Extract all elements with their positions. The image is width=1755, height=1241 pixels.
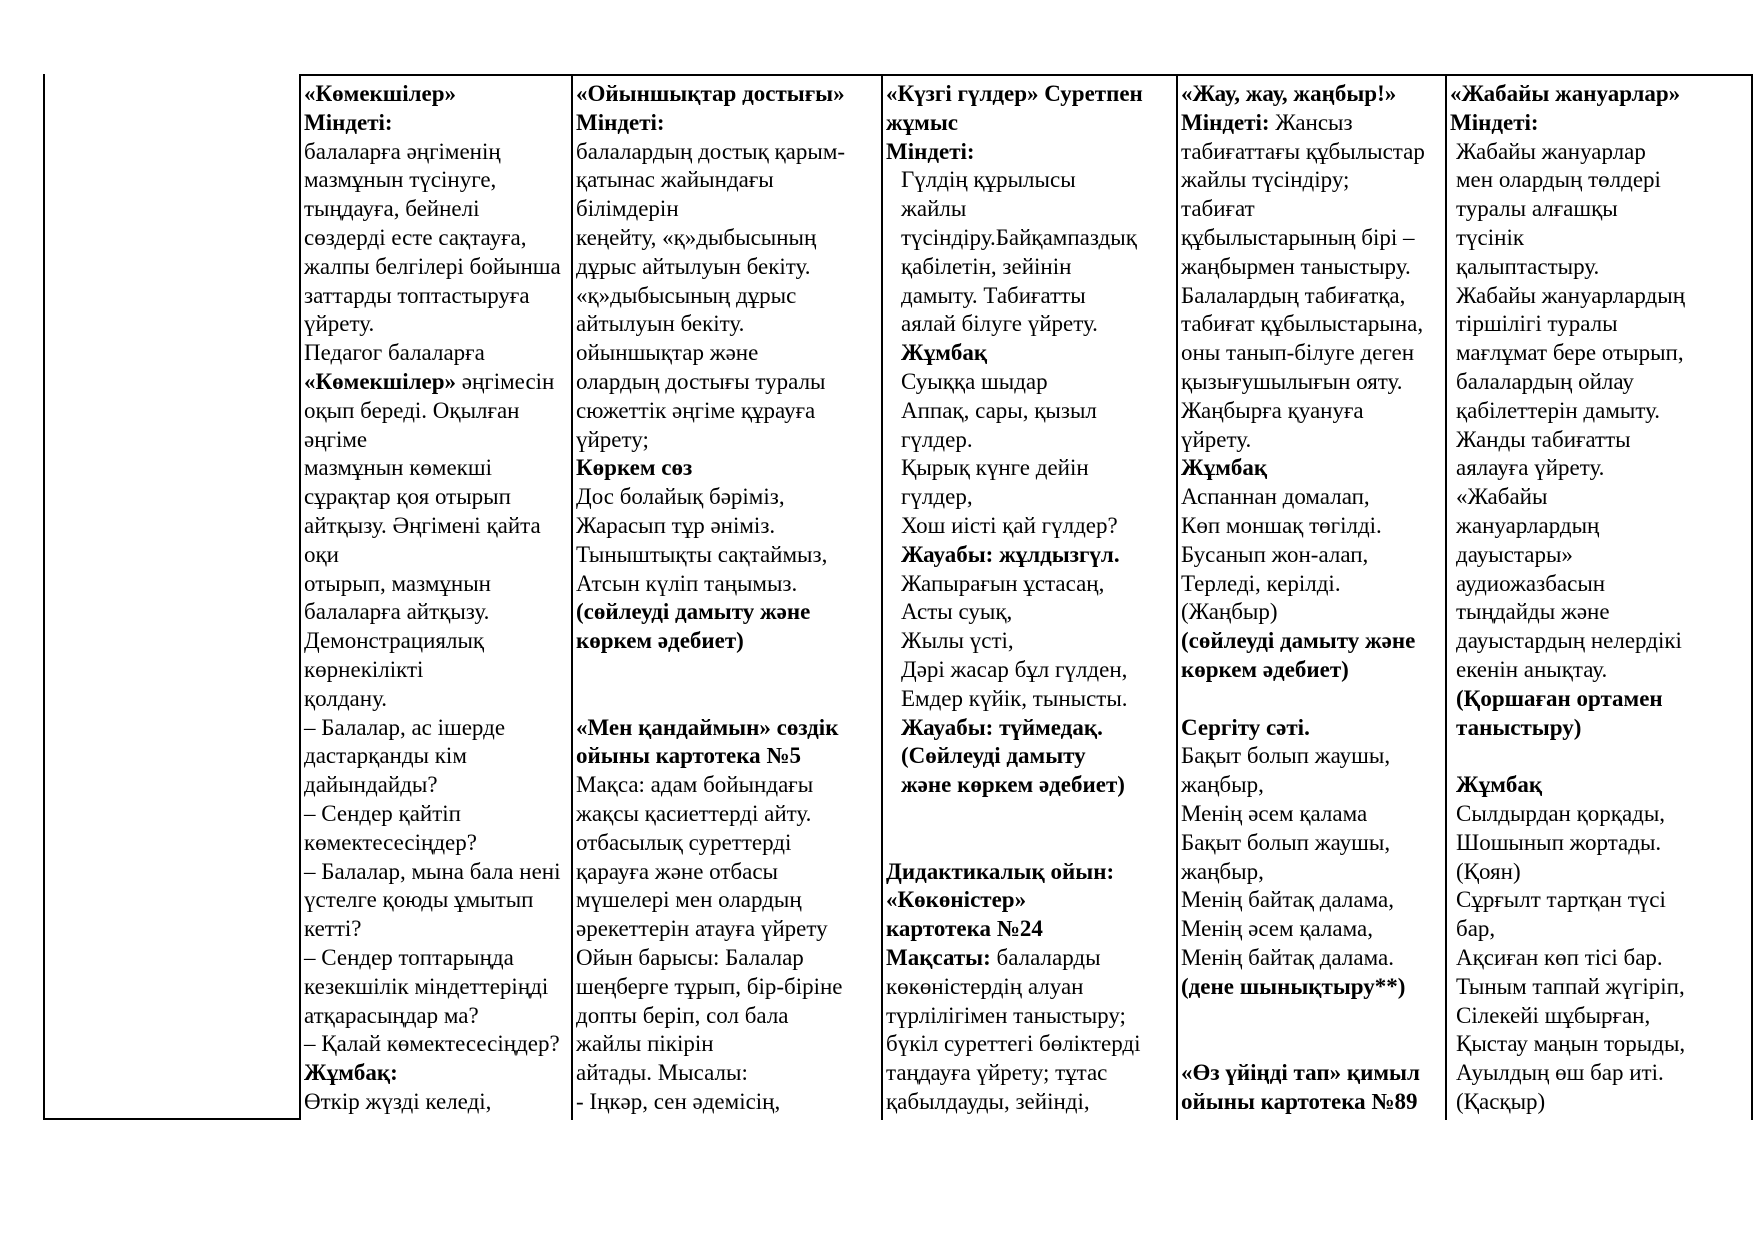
text-line: «қ»дыбысының дұрыс [576,282,797,308]
text-line: Міндеті: [576,109,665,135]
text-line: қызығушылығын ояту. [1181,368,1403,394]
text-line: заттарды топтастыруға [304,282,530,308]
text-line: тыңдауға, бейнелі [304,196,480,222]
text-line: – Қалай көмектесесіңдер? [304,1031,560,1057]
text-line: оқи [304,541,339,567]
text-line: дауыстары» [1456,541,1573,567]
text-line: «Көмекшілер» [304,81,457,106]
text-line: Демонстрациялық [304,628,485,654]
text-line [886,829,1176,858]
text-line: туралы алғашқы [1456,196,1618,222]
text-line: Ақсиған көп тісі бар. [1456,944,1663,970]
text-line: Көркем сөз [576,455,693,481]
text-line: дұрыс айтылуын бекіту. [576,253,811,279]
text-line: ойыншықтар және [576,340,759,366]
bold-phrase: Міндеті: [1181,109,1270,135]
text-line: Міндеті: [304,109,393,135]
text-line: «Жау, жау, жаңбыр!» [1181,81,1397,106]
text-line: Жаңбырға қуануға [1181,397,1364,423]
text-line: Менің байтақ далама. [1181,944,1394,970]
text-line: ойыны картотека №5 [576,743,802,769]
text-line: ойыны картотека №89 [1181,1088,1418,1114]
text-line: аудиожазбасын [1456,570,1606,596]
text-line: (Қоршаған ортамен [1456,685,1663,711]
text-line: көркем әдебиет) [576,628,744,654]
text-line [1181,685,1445,714]
text-line: сөздерді есте сақтауға, [304,224,527,250]
text-line: Терледі, керілді. [1181,570,1341,596]
text-line: олардың достығы туралы [576,368,826,394]
text-line: Қырық күнге дейін [901,455,1089,481]
text-line: Гүлдің құрылысы [901,167,1076,193]
text-line: жайлы түсіндіру; [1181,167,1350,193]
text-line: (дене шынықтыру**) [1181,973,1406,999]
line-rest: әңгімесін [456,368,555,394]
text-line: екенін анықтау. [1456,656,1608,682]
text-line: Көп моншақ төгілді. [1181,512,1382,538]
text-line: табиғаттағы құбылыстар [1181,138,1425,164]
bold-phrase: Мақсаты: [886,944,991,970]
text-line: әңгіме [304,426,368,452]
text-line: Менің әсем қалама, [1181,916,1373,942]
text-line: үйрету. [304,311,375,337]
text-line: табиғат [1181,196,1255,222]
text-line: «Жабайы [1456,484,1548,510]
text-line: көрнекілікті [304,656,424,682]
text-line: Жарасып тұр әніміз. [576,512,776,538]
text-line: – Сендер қайтіп [304,800,461,826]
text-line: (Қоян) [1456,858,1521,884]
text-line: Сергіту сәті. [1181,714,1310,740]
text-line: аялауға үйрету. [1456,455,1605,481]
text-line: Тыным таппай жүгіріп, [1456,973,1685,999]
text-line: айтылуын бекіту. [576,311,745,337]
text-line: оқып береді. Оқылған [304,397,520,423]
text-line: Жанды табиғатты [1456,426,1631,452]
text-line: (Жаңбыр) [1181,599,1278,625]
text-line: көмектесесіңдер? [304,829,477,855]
text-line: Аспаннан домалап, [1181,484,1370,510]
text-line: түсіндіру.Байқампаздық [901,224,1137,250]
text-line: Дос болайық бәріміз, [576,484,785,510]
table-column-zhabaiy-zhanuarlar [1445,76,1753,1120]
text-line: қалыптастыру. [1456,253,1600,279]
table-column-kuzgi-gulder [881,76,1176,1120]
text-line: құбылыстарының бірі – [1181,224,1415,250]
text-line: мағлұмат бере отырып, [1456,340,1684,366]
text-line: түсінік [1456,224,1525,250]
text-line: дауыстардың нелердікі [1456,628,1682,654]
text-line: дамыту. Табиғатты [901,282,1086,308]
text-line: «Ойыншықтар достығы» [576,81,845,106]
line-rest: Жансыз [1269,109,1353,135]
activity-table [299,74,1753,1120]
text-line: табиғат құбылыстарына, [1181,311,1424,337]
text-line: жаңбырмен таныстыру. [1181,253,1411,279]
text-line: түрлілігімен таныстыру; [886,1002,1126,1028]
text-line: кеңейту, «қ»дыбысының [576,224,817,250]
text-line: балалардың ойлау [1456,368,1634,394]
text-line: мазмұнын түсінуге, [304,167,497,193]
text-line: жалпы белгілері бойынша [304,253,561,279]
text-line: қарауға және отбасы [576,858,779,884]
text-line: гүлдер. [901,426,973,452]
text-line: тыңдайды және [1456,599,1610,625]
text-line: балалардың достық қарым- [576,138,846,164]
text-line: кетті? [304,916,362,942]
text-line: Өткір жүзді келеді, [304,1088,492,1114]
text-line: сұрақтар қоя отырып [304,484,511,510]
text-line: үйрету. [1181,426,1252,452]
text-line: бар, [1456,916,1496,942]
text-line: Бақыт болып жаушы, [1181,743,1391,769]
text-line: дастарқанды кім [304,743,467,769]
text-line: – Сендер топтарыңда [304,944,514,970]
text-line: «Күзгі гүлдер» Суретпен [886,81,1143,106]
text-line: таныстыру) [1456,714,1582,740]
text-line: үйрету; [576,426,649,452]
text-line: қабылдауды, зейінді, [886,1088,1090,1114]
text-line: (Қасқыр) [1456,1088,1546,1114]
text-line: Емдер күйік, тынысты. [901,685,1128,711]
text-line: Ауылдың өш бар иті. [1456,1060,1664,1086]
text-line: – Балалар, мына бала нені [304,858,561,884]
text-line: (Сөйлеуді дамыту [901,743,1086,769]
text-line: Менің байтақ далама, [1181,887,1394,913]
text-line: жайлы пікірін [576,1031,714,1057]
text-line: Педагог балаларға [304,340,485,366]
text-line: Тыныштықты сақтаймыз, [576,541,828,567]
text-line: балаларға айтқызу. [304,599,490,625]
text-line [304,368,571,397]
text-line: Дәрі жасар бұл гүлден, [901,656,1128,682]
text-line: жаңбыр, [1181,858,1264,884]
text-line: Жұмбақ [1456,772,1543,798]
text-line: балаларға әңгіменің [304,138,501,164]
text-line: гүлдер, [901,484,973,510]
text-line: (сөйлеуді дамыту және [1181,628,1416,654]
text-line [1181,1002,1445,1031]
text-line: Қыстау маңын торыды, [1456,1031,1686,1057]
empty-left-column [43,74,299,1120]
text-line: Жапырағын ұстасаң, [901,570,1105,596]
text-line: допты беріп, сол бала [576,1002,789,1028]
text-line: жаңбыр, [1181,772,1264,798]
text-line: Жұмбақ [1181,455,1268,481]
text-line: жайлы [901,196,967,222]
table-column-oiynshyktar-dostygy [571,76,881,1120]
text-line: «Жабайы жануарлар» [1450,81,1681,106]
text-line: тіршілігі туралы [1456,311,1618,337]
text-line: білімдерін [576,196,679,222]
text-line: Жауабы: жұлдызгүл. [901,541,1120,567]
text-line [1450,742,1751,771]
text-line: айтқызу. Әңгімені қайта [304,512,541,538]
text-line [1181,1030,1445,1059]
text-line: жақсы қасиеттерді айту. [576,800,812,826]
text-line: көкөністердің алуан [886,973,1084,999]
table-column-zhau-zhau-zhanbyr [1176,76,1445,1120]
text-line: шеңберге тұрып, бір-біріне [576,973,843,999]
text-line: отбасылық суреттерді [576,829,792,855]
text-line [576,685,881,714]
text-line: Хош иісті қай гүлдер? [901,512,1118,538]
text-line [576,656,881,685]
text-line: және көркем әдебиет) [901,772,1125,798]
text-line: Дидактикалық ойын: [886,858,1115,884]
text-line: қатынас жайындағы [576,167,774,193]
text-line [886,800,1176,829]
text-line: картотека №24 [886,916,1043,942]
text-line: Жылы үсті, [901,628,1014,654]
line-rest: балаларды [990,944,1101,970]
text-line: Жабайы жануарлар [1456,138,1646,164]
text-line [1181,109,1445,138]
text-line: Бусанып жон-алап, [1181,541,1369,567]
text-line: жануарлардың [1456,512,1600,538]
text-line: Асты суық, [901,599,1013,625]
text-line: Жабайы жануарлардың [1456,282,1686,308]
text-line: Жұмбақ: [304,1060,398,1086]
text-line: Міндеті: [886,138,975,164]
text-line: әрекеттерін атауға үйрету [576,916,828,942]
text-line: айтады. Мысалы: [576,1060,748,1086]
text-line: Міндеті: [1450,109,1539,135]
text-line: таңдауға үйрету; тұтас [886,1060,1108,1086]
text-line: қабілетін, зейінін [901,253,1072,279]
text-line: дайындайды? [304,772,438,798]
text-line: Жұмбақ [901,340,988,366]
text-line: «Мен қандаймын» сөздік [576,714,839,740]
text-line: Балалардың табиғатқа, [1181,282,1406,308]
table-column-komekshiler [299,76,571,1120]
text-line: қолдану. [304,685,388,711]
text-line: Менің әсем қалама [1181,800,1368,826]
text-line: жұмыс [886,109,959,135]
text-line: «Көкөністер» [886,887,1027,913]
text-line: атқарасыңдар ма? [304,1002,479,1028]
text-line: Шошынып жортады. [1456,829,1662,855]
text-line: «Өз үйіңді тап» қимыл [1181,1060,1420,1086]
text-line [886,944,1176,973]
text-line: Ойын барысы: Балалар [576,944,804,970]
text-line: Мақса: адам бойындағы [576,772,814,798]
text-line: Суыққа шыдар [901,368,1048,394]
text-line: қабілеттерін дамыту. [1456,397,1661,423]
text-line: Сылдырдан қорқады, [1456,800,1666,826]
bold-phrase: «Көмекшілер» [304,368,457,394]
text-line: Атсын күліп таңымыз. [576,570,798,596]
text-line: сюжеттік әңгіме құрауға [576,397,816,423]
text-line: – Балалар, ас ішерде [304,714,506,740]
text-line: - Іңкәр, сен әдемісің, [576,1088,781,1114]
text-line: Жауабы: түймедақ. [901,714,1103,740]
text-line: мазмұнын көмекші [304,455,492,481]
text-line: аялай білуге үйрету. [901,311,1098,337]
text-line: (сөйлеуді дамыту және [576,599,811,625]
text-line: Аппақ, сары, қызыл [901,397,1097,423]
text-line: отырып, мазмұнын [304,570,491,596]
text-line: оны танып-білуге деген [1181,340,1414,366]
text-line: бүкіл суреттегі бөліктерді [886,1031,1141,1057]
text-line: кезекшілік міндеттеріңді [304,973,549,999]
text-line: Сұрғылт тартқан түсі [1456,887,1666,913]
text-line: үстелге қоюды ұмытып [304,887,534,913]
text-line: Сілекейі шұбырған, [1456,1002,1651,1028]
text-line: көркем әдебиет) [1181,656,1349,682]
text-line: мүшелері мен олардың [576,887,802,913]
text-line: мен олардың төлдері [1456,167,1661,193]
text-line: Бақыт болып жаушы, [1181,829,1391,855]
